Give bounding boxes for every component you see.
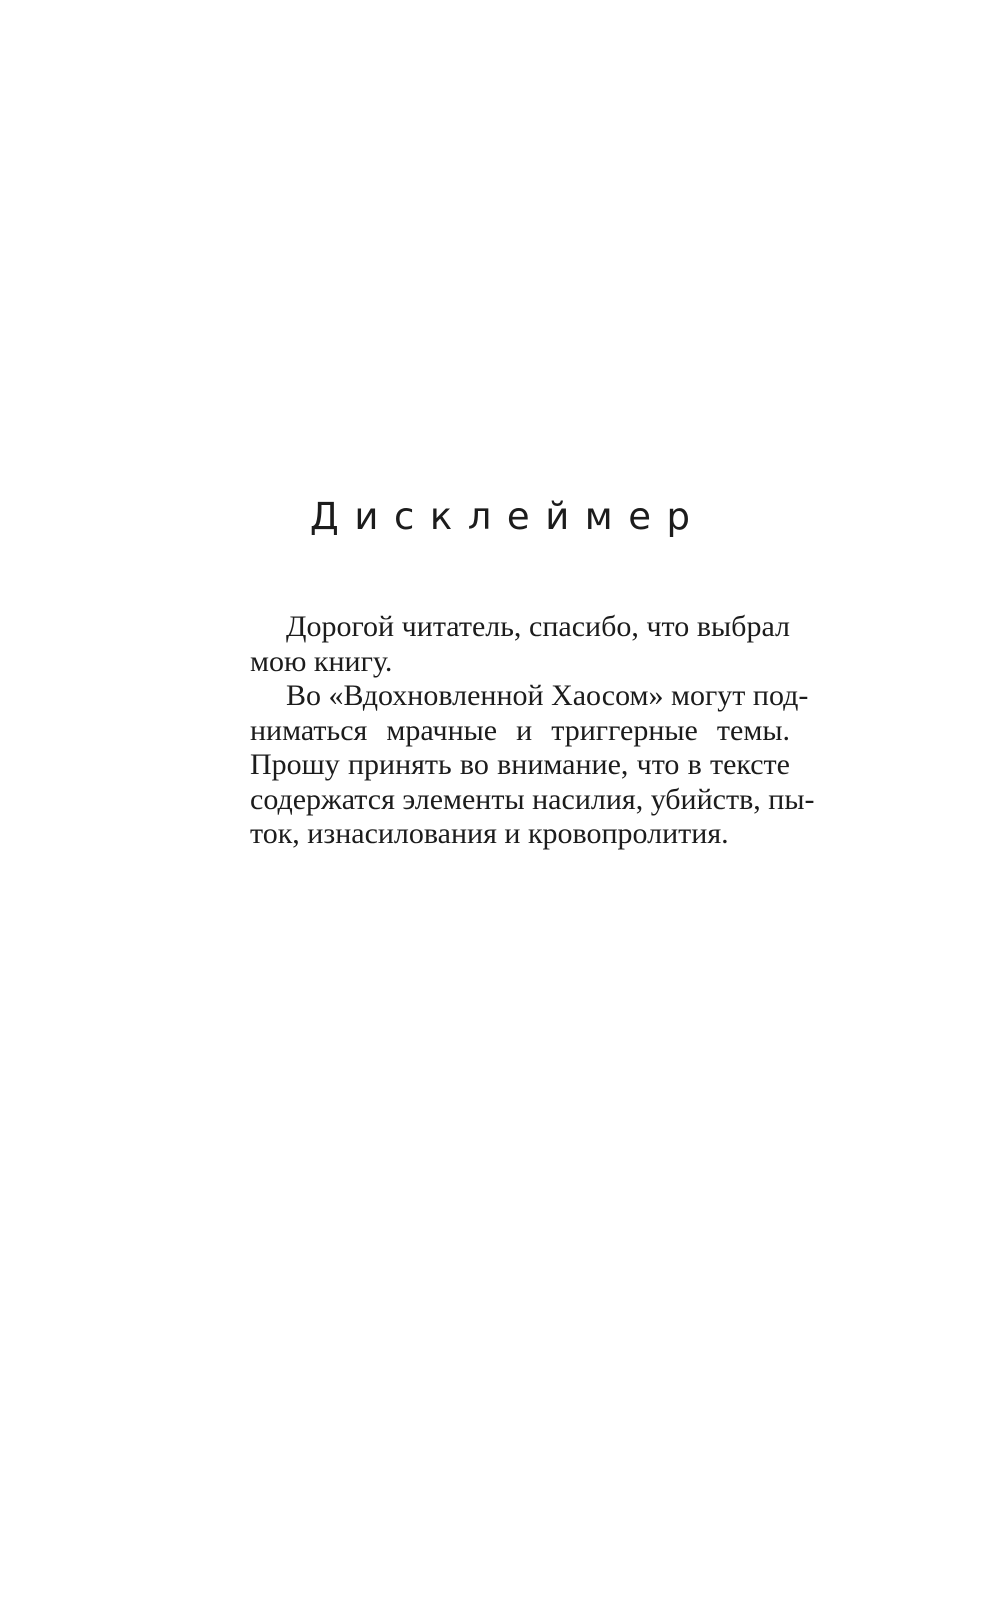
paragraph-warning: [250, 679, 815, 852]
text-line: ток, изнасилования и кровопролития.: [250, 817, 729, 850]
page-title: Дисклеймер: [309, 495, 706, 538]
text-line: ниматься мрачные и триггерные темы.: [250, 713, 790, 747]
text-line: Прошу принять во внимание, что в тексте: [250, 748, 790, 781]
paragraph-greeting: [250, 610, 790, 679]
text-line: Во «Вдохновленной Хаосом» могут под-: [286, 679, 809, 712]
text-line: мою книгу.: [250, 644, 393, 678]
text-line: содержатся элементы насилия, убийств, пы-: [250, 782, 815, 816]
disclaimer-text: [250, 610, 815, 852]
text-line: Дорогой читатель, спасибо, что выбрал: [286, 610, 790, 643]
